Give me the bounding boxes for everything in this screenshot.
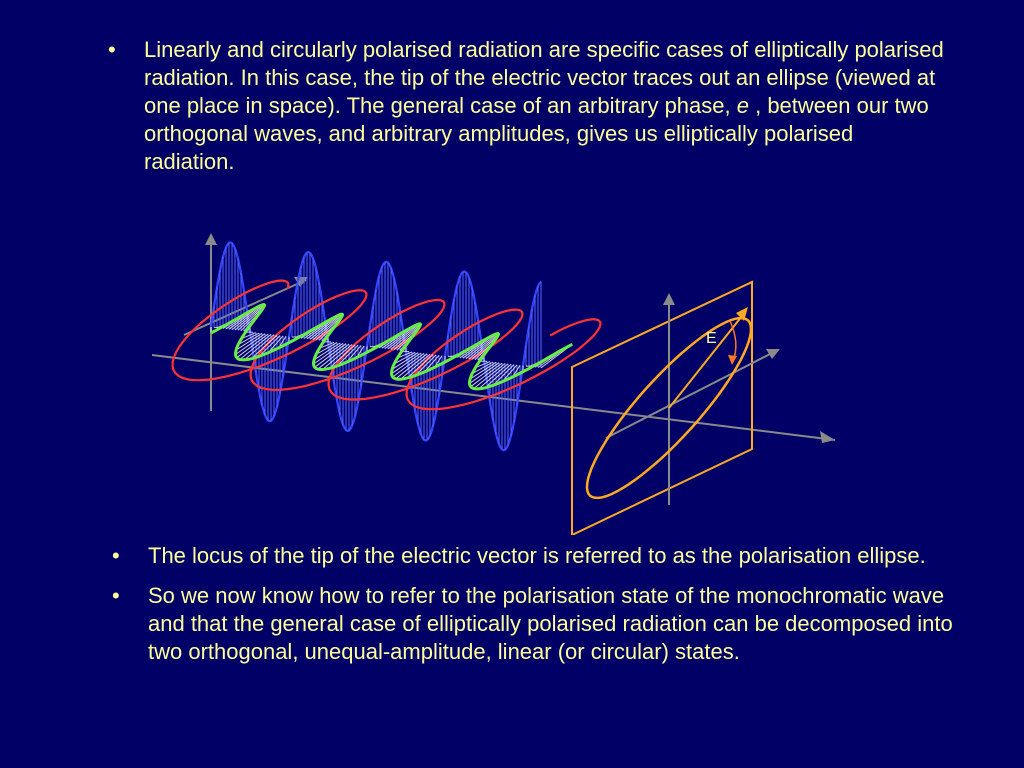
rotation-arrow-head: [728, 355, 737, 365]
bullet-item: [108, 36, 948, 176]
bullet-text: So we now know how to refer to the polarisation state of the monochromatic wave and that the general case of elliptically polarised radiation can be decomposed into two orthogonal, unequal-amplitude, linear (or circular) states.: [148, 583, 953, 664]
plane-horizontal-axis: [606, 352, 774, 438]
top-bullet-list: [108, 36, 948, 176]
bullet-marker: •: [112, 583, 120, 608]
polarisation-diagram: [140, 225, 860, 535]
vector-label: E: [706, 330, 717, 347]
rotation-arrow: [730, 321, 736, 361]
bullet-text: [144, 36, 948, 176]
left-vertical-arrowhead: [205, 233, 217, 245]
hatch-line: [474, 364, 505, 389]
bullet-item: [112, 542, 972, 570]
bullet-text-part: , between our two orthogonal waves, and arbitrary amplitudes, gives us elliptically polarised radiation.: [144, 93, 929, 174]
bullet-text-part: Linearly and circularly polarised radiation are specific cases of elliptically polarised radiation. In this case, the tip of the electric vector traces out an ellipse (viewed at one place in space). The general case of an arbitrary phase,: [144, 37, 944, 118]
propagation-axis-arrowhead: [820, 431, 835, 443]
bottom-bullet-list: [112, 542, 972, 678]
bullet-marker: •: [108, 37, 116, 62]
plane-vertical-arrowhead: [663, 293, 675, 305]
bullet-marker: •: [112, 543, 120, 568]
phase-symbol: e: [736, 93, 749, 118]
bullet-text: The locus of the tip of the electric vector is referred to as the polarisation ellipse.: [148, 543, 926, 568]
bullet-item: [112, 582, 972, 666]
